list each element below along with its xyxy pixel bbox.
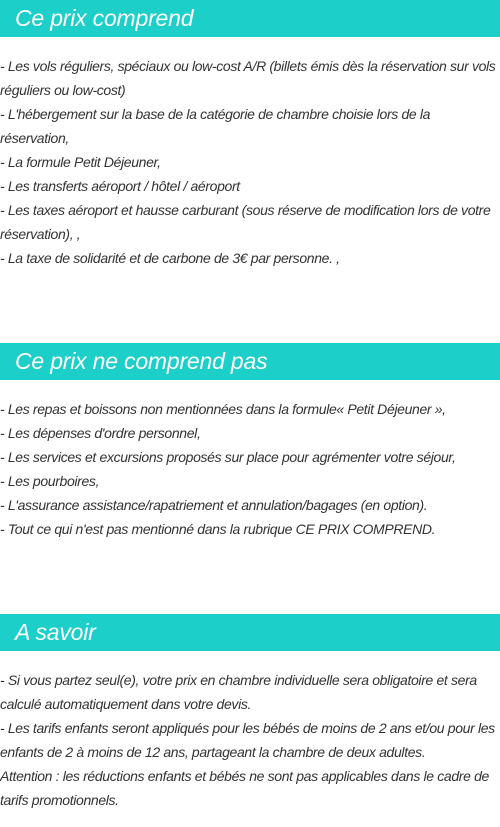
section-header-price-excludes bbox=[0, 343, 500, 380]
list-item: - Les tarifs enfants seront appliqués pour les bébés de moins de 2 ans et/ou pour les enfants de 2 à moins de 12 ans, partageant la chambre de deux adultes. bbox=[0, 720, 495, 760]
list-item: - L'hébergement sur la base de la catégorie de chambre choisie lors de la réservation, bbox=[0, 106, 431, 146]
section-good-to-know bbox=[0, 614, 500, 812]
list-item: - Si vous partez seul(e), votre prix en chambre individuelle sera obligatoire et sera calculé automatiquement dans votre devis. bbox=[0, 672, 477, 712]
section-title-price-includes: Ce prix comprend bbox=[15, 5, 194, 31]
section-price-includes bbox=[0, 0, 500, 270]
good-to-know-list bbox=[0, 668, 500, 812]
section-price-excludes bbox=[0, 343, 500, 541]
list-item: - La formule Petit Déjeuner, bbox=[0, 154, 161, 170]
list-item: - Les repas et boissons non mentionnées dans la formule« Petit Déjeuner », bbox=[0, 401, 446, 417]
list-item: - Les dépenses d'ordre personnel, bbox=[0, 425, 201, 441]
list-item: Attention : les réductions enfants et bébés ne sont pas applicables dans le cadre de tarifs promotionnels. bbox=[0, 768, 489, 808]
section-title-good-to-know: A savoir bbox=[15, 619, 96, 645]
list-item: - L'assurance assistance/rapatriement et annulation/bagages (en option). bbox=[0, 497, 428, 513]
section-title-price-excludes: Ce prix ne comprend pas bbox=[15, 348, 268, 374]
list-item: - Les pourboires, bbox=[0, 473, 100, 489]
list-item: - La taxe de solidarité et de carbone de 3€ par personne. , bbox=[0, 250, 340, 266]
list-item: - Les transferts aéroport / hôtel / aéroport bbox=[0, 178, 240, 194]
price-includes-list bbox=[0, 54, 500, 270]
list-item: - Tout ce qui n'est pas mentionné dans la rubrique CE PRIX COMPREND. bbox=[0, 521, 436, 537]
section-header-price-includes bbox=[0, 0, 500, 37]
list-item: - Les taxes aéroport et hausse carburant (sous réserve de modification lors de votre réservation), , bbox=[0, 202, 491, 242]
price-excludes-list bbox=[0, 397, 500, 541]
list-item: - Les vols réguliers, spéciaux ou low-cost A/R (billets émis dès la réservation sur vols réguliers ou low-cost) bbox=[0, 58, 496, 98]
list-item: - Les services et excursions proposés sur place pour agrémenter votre séjour, bbox=[0, 449, 456, 465]
section-header-good-to-know bbox=[0, 614, 500, 651]
